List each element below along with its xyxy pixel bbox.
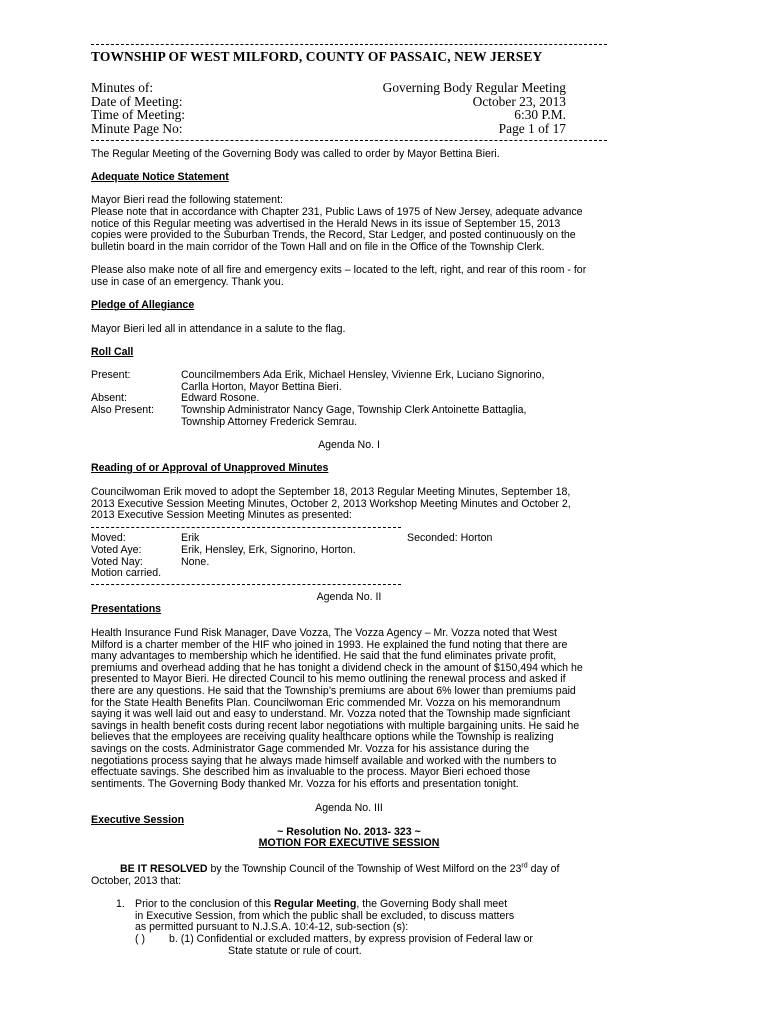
header-label-page: Minute Page No: xyxy=(91,121,183,136)
presentations-line: many advantages to membership which he identified. He said that the fund eliminates private profit, xyxy=(91,650,557,663)
notice-line: bulletin board in the main corridor of the Town Hall and on file in the Office of the Township Clerk. xyxy=(91,240,545,253)
heading-roll-call: Roll Call xyxy=(91,346,134,358)
resolved-line-1 xyxy=(120,864,559,876)
presentations-line: savings in health benefit costs during recent labor negotiations with multiple bargaining units. He said he xyxy=(91,719,580,732)
presentations-line: premiums and overhead adding that he has tonight a dividend check in the amount of $150,494 which he xyxy=(91,661,583,674)
sub-item-text-2: State statute or rule of court. xyxy=(228,945,362,957)
item-pre: Prior to the conclusion of this xyxy=(135,898,274,910)
sub-item-text: b. (1) Confidential or excluded matters, by express provision of Federal law or xyxy=(169,933,533,945)
presentations-line: sentiments. The Governing Body thanked Mr. Vozza for his efforts and presentation tonight. xyxy=(91,777,519,790)
sub-item-checkbox: ( ) xyxy=(135,933,145,945)
header-bottom-rule xyxy=(91,140,607,141)
resolved-bold: BE IT RESOLVED xyxy=(120,863,208,875)
roll-label-also-present: Also Present: xyxy=(91,404,155,416)
item-line-2: in Executive Session, from which the public shall be excluded, to discuss matters xyxy=(135,910,515,922)
item-number: 1. xyxy=(116,898,125,910)
roll-also-present-line: Township Attorney Frederick Semrau. xyxy=(181,416,358,428)
presentations-text xyxy=(91,628,661,790)
heading-adequate-notice: Adequate Notice Statement xyxy=(91,171,229,183)
item-post: , the Governing Body shall meet xyxy=(356,898,508,910)
moved-label: Moved: xyxy=(91,532,126,544)
motion-title: MOTION FOR EXECUTIVE SESSION xyxy=(258,837,440,849)
roll-also-present-line: Township Administrator Nancy Gage, Township Clerk Antoinette Battaglia, xyxy=(181,404,527,416)
presentations-line: for the State Health Benefits Plan. Councilwoman Eric commended Mr. Vozza on his memorandnum xyxy=(91,696,561,709)
notice-line: copies were provided to the Suburban Trends, the Record, Star Ledger, and posted continuously on the xyxy=(91,229,576,242)
presentations-line: negotiations process saying that he always made himself available and worked with the numbers to xyxy=(91,754,557,767)
vote-top-rule xyxy=(91,527,401,528)
heading-pledge: Pledge of Allegiance xyxy=(91,299,195,311)
resolved-text: by the Township Council of the Township of West Milford on the 23 xyxy=(207,863,522,875)
resolved-line-2: October, 2013 that: xyxy=(91,875,182,887)
presentations-line: effectuate savings. She described him as invaluable to the process. Mayor Bieri echoed those xyxy=(91,766,531,779)
header-label-time: Time of Meeting: xyxy=(91,107,185,122)
vote-bottom-rule xyxy=(91,584,401,585)
resolved-end: day of xyxy=(527,863,560,875)
agenda-no-1: Agenda No. I xyxy=(318,439,380,451)
motion-carried: Motion carried. xyxy=(91,567,162,579)
roll-present-line: Councilmembers Ada Erik, Michael Hensley, Vivienne Erk, Luciano Signorino, xyxy=(181,369,545,381)
minutes-line: 2013 Executive Session Meeting Minutes, October 2, 2013 Workshop Meeting Minutes and October 2, xyxy=(91,497,571,510)
document-title: TOWNSHIP OF WEST MILFORD, COUNTY OF PASSAIC, NEW JERSEY xyxy=(91,49,543,64)
resolution-number: ~ Resolution No. 2013- 323 ~ xyxy=(277,826,421,838)
voted-nay-value: None. xyxy=(181,556,210,568)
heading-unapproved-minutes: Reading of or Approval of Unapproved Minutes xyxy=(91,462,329,474)
minutes-line: 2013 Executive Session Meeting Minutes as presented: xyxy=(91,509,352,522)
roll-absent-line: Edward Rosone. xyxy=(181,392,260,404)
notice-paragraph-2 xyxy=(91,265,661,288)
presentations-line: believes that the employees are receiving quality healthcare options while the Township is realizing xyxy=(91,731,554,744)
notice-line: Please also make note of all fire and emergency exits – located to the left, right, and rear of this room - for xyxy=(91,264,587,276)
header-value-date: October 23, 2013 xyxy=(472,94,566,109)
resolved-ordinal: rd xyxy=(521,862,528,870)
presentations-line: Health Insurance Fund Risk Manager, Dave Vozza, The Vozza Agency – Mr. Vozza noted that West xyxy=(91,627,557,639)
voted-aye-label: Voted Aye: xyxy=(91,544,142,556)
seconded-text: Seconded: Horton xyxy=(407,532,493,544)
notice-line: notice of this Regular meeting was advertised in the Herald News in its issue of September 15, 2013 xyxy=(91,217,561,230)
heading-presentations: Presentations xyxy=(91,603,162,615)
header-label-minutes-of: Minutes of: xyxy=(91,80,154,95)
presentations-line: presented to Mayor Bieri. He directed Council to his memo outlining the renewal process and asked if xyxy=(91,673,566,686)
item-bold: Regular Meeting xyxy=(273,898,357,910)
voted-aye-value: Erik, Hensley, Erk, Signorino, Horton. xyxy=(181,544,356,556)
minutes-line: Councilwoman Erik moved to adopt the September 18, 2013 Regular Meeting Minutes, September 18, xyxy=(91,486,571,498)
roll-present-line: Carlla Horton, Mayor Bettina Bieri. xyxy=(181,381,342,393)
presentations-line: Milford is a charter member of the HIF who joined in 1993. He explained the fund noting that there are xyxy=(91,638,568,651)
header-value-minutes-of: Governing Body Regular Meeting xyxy=(382,80,566,95)
agenda-no-2: Agenda No. II xyxy=(316,591,382,603)
pledge-text: Mayor Bieri led all in attendance in a salute to the flag. xyxy=(91,323,346,335)
header-value-page: Page 1 of 17 xyxy=(498,121,566,136)
agenda-no-3: Agenda No. III xyxy=(315,802,383,814)
moved-value: Erik xyxy=(181,532,200,544)
presentations-line: there are any questions. He said that the Township’s premiums are about 6% lower than premiums paid xyxy=(91,684,576,697)
minutes-motion-text xyxy=(91,487,661,522)
item-line-1 xyxy=(135,899,507,911)
notice-line: Please note that in accordance with Chapter 231, Public Laws of 1975 of New Jersey, adequate advance xyxy=(91,206,583,218)
intro-text: The Regular Meeting of the Governing Body was called to order by Mayor Bettina Bieri. xyxy=(91,148,500,160)
notice-paragraph-1 xyxy=(91,207,661,253)
notice-line: use in case of an emergency. Thank you. xyxy=(91,275,284,288)
presentations-line: saying it was well laid out and easy to understand. Mr. Vozza noted that the Township made signficiant xyxy=(91,708,571,721)
header-top-rule xyxy=(91,44,607,45)
roll-label-absent: Absent: xyxy=(91,392,127,404)
notice-lead: Mayor Bieri read the following statement: xyxy=(91,194,283,206)
roll-label-present: Present: xyxy=(91,369,131,381)
item-line-3: as permitted pursuant to N.J.S.A. 10:4-12, sub-section (s): xyxy=(135,921,409,933)
header-value-time: 6:30 P.M. xyxy=(514,107,566,122)
presentations-line: savings on the costs. Administrator Gage commended Mr. Vozza for his assistance during the xyxy=(91,742,530,755)
voted-nay-label: Voted Nay: xyxy=(91,556,143,568)
header-label-date: Date of Meeting: xyxy=(91,94,183,109)
heading-executive-session: Executive Session xyxy=(91,814,185,826)
